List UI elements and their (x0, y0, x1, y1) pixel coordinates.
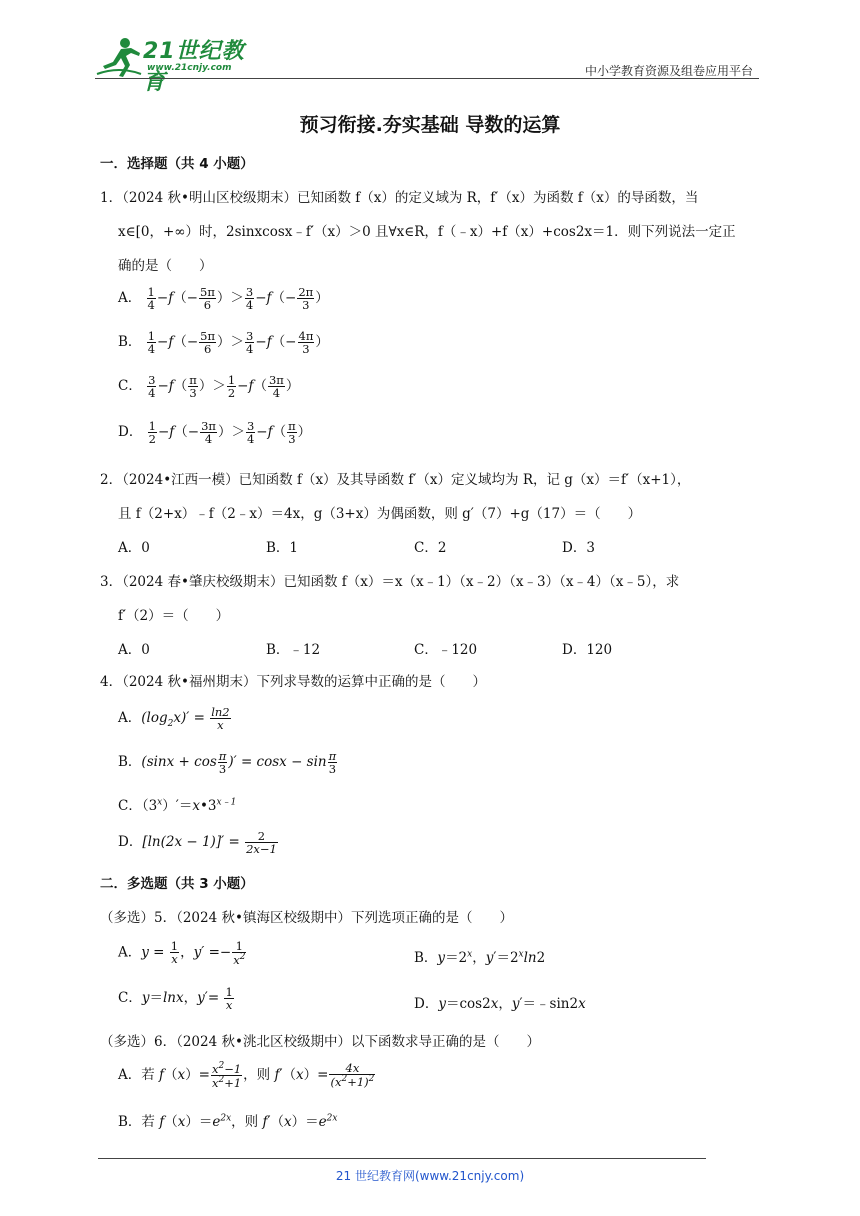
q4-option-d[interactable]: D．[ln(2x − 1)]′ = $\frac{2}{2x-1}$ (118, 829, 277, 857)
option-label: B． (118, 334, 142, 351)
q6-option-b[interactable]: B．若 $f(x)=e^{2x}$，则 $f'(x)=e^{2x}$ (118, 1113, 338, 1130)
section-heading-choice: 一．选择题（共 4 小题） (100, 156, 254, 172)
platform-name: 中小学教育资源及组卷应用平台 (584, 64, 753, 78)
logo-sub-text: www.21cnjy.com (147, 63, 232, 73)
q2-line2: 且 f（2+x）﹣f（2﹣x）＝4x，g（3+x）为偶函数，则 g′（7）+g（17）＝（ ） (118, 506, 642, 522)
q2-option-c[interactable]: C．2 (414, 540, 447, 556)
q2-option-a[interactable]: A．0 (118, 540, 150, 556)
q6-line1: （多选）6．（2024 秋•洮北区校级期中）以下函数求导正确的是（ ） (100, 1034, 540, 1050)
q2-option-d[interactable]: D．3 (562, 540, 595, 556)
q2-line1: 2．（2024•江西一模）已知函数 f（x）及其导函数 f′（x）定义域均为 R，记 g（x）＝f′（x+1）， (100, 472, 691, 488)
q1-line1: 1．（2024 秋•明山区校级期末）已知函数 f（x）的定义域为 R，f′（x）为函数 f（x）的导函数，当 (100, 190, 699, 206)
q3-option-d[interactable]: D．120 (562, 642, 613, 658)
q3-line2: f′（2）＝（ ） (118, 608, 230, 624)
option-label: D． (118, 424, 143, 441)
header-divider (95, 78, 759, 79)
q3-option-a[interactable]: A．0 (118, 642, 150, 658)
q5-option-d[interactable]: D．y＝cos2x，y′＝﹣sin2x (414, 996, 586, 1012)
q3-option-b[interactable]: B．﹣12 (266, 642, 321, 658)
option-label: C． (118, 378, 142, 395)
q6-option-a[interactable]: A．若 f（x）= $\frac{x^2-1}{x^2+1}$ ，则 f′（x）= $\frac{4x}{(x^2+1)^2}$ (118, 1061, 375, 1090)
site-logo (95, 36, 265, 95)
q1-line3: 确的是（ ） (118, 258, 213, 274)
page-header (95, 30, 759, 95)
q2-option-b[interactable]: B．1 (266, 540, 299, 556)
q4-line1: 4．（2024 秋•福州期末）下列求导数的运算中正确的是（ ） (100, 674, 486, 690)
q5-option-a[interactable]: A．y = $\frac{1}{x}$ ，y′ =− $\frac{1}{x^2}$ (118, 939, 246, 967)
q4-option-b[interactable]: B．(sinx + cos $\frac{\pi}{3}$ )′ = cosx − sin $\frac{\pi}{3}$ (118, 749, 337, 777)
q1-line2: x∈[0，+∞）时，2sinxcosx﹣f′（x）＞0 且∀x∈R，f（﹣x）+f（x）+cos2x＝1．则下列说法一定正 (118, 224, 736, 240)
section-heading-multiple: 二．多选题（共 3 小题） (100, 876, 254, 892)
q5-option-b[interactable]: B．$y=2^x$，$y'=2^x\ln 2$ (414, 949, 546, 966)
q5-option-c[interactable]: C．y＝lnx，y′= $\frac{1}{x}$ (118, 985, 233, 1013)
q5-line1: （多选）5．（2024 秋•镇海区校级期中）下列选项正确的是（ ） (100, 910, 513, 926)
footer-link[interactable]: 21 世纪教育网(www.21cnjy.com) (335, 1169, 525, 1183)
q3-line1: 3．（2024 春•肇庆校级期末）已知函数 f（x）＝x（x﹣1）（x﹣2）（x﹣3）（x﹣4）（x﹣5），求 (100, 574, 680, 590)
footer-divider (98, 1158, 706, 1159)
q4-option-c[interactable]: C．$(3^x)'=x•3^{x﹣1}$ (118, 797, 237, 814)
q1-option-b[interactable]: B． $\frac{1}{4}$ −f（− $\frac{5\pi}{6}$ ）＞ $\frac{3}{4}$ −f（− $\frac{4\pi}{3}$ ） (118, 329, 329, 357)
page-title: 预习衔接.夯实基础 导数的运算 (299, 114, 561, 136)
q1-option-a[interactable]: A． $\frac{1}{4}$ −f（− $\frac{5\pi}{6}$ ）＞ $\frac{3}{4}$ −f（− $\frac{2\pi}{3}$ ） (118, 285, 329, 313)
runner-logo-icon (95, 36, 143, 80)
q3-option-c[interactable]: C．﹣120 (414, 642, 478, 658)
option-label: A． (118, 290, 142, 307)
logo-main-text: 21世纪教育 (143, 39, 245, 95)
q4-option-a[interactable]: A．$(\log_2x)'$ = $\frac{\ln 2}{x}$ (118, 705, 230, 733)
q1-option-d[interactable]: D． $\frac{1}{2}$ −f（− $\frac{3\pi}{4}$ ）＞ $\frac{3}{4}$ −f（ $\frac{\pi}{3}$ ） (118, 419, 312, 447)
q1-option-c[interactable]: C． $\frac{3}{4}$ −f（ $\frac{\pi}{3}$ ）＞ $\frac{1}{2}$ −f（ $\frac{3\pi}{4}$ ） (118, 373, 300, 401)
